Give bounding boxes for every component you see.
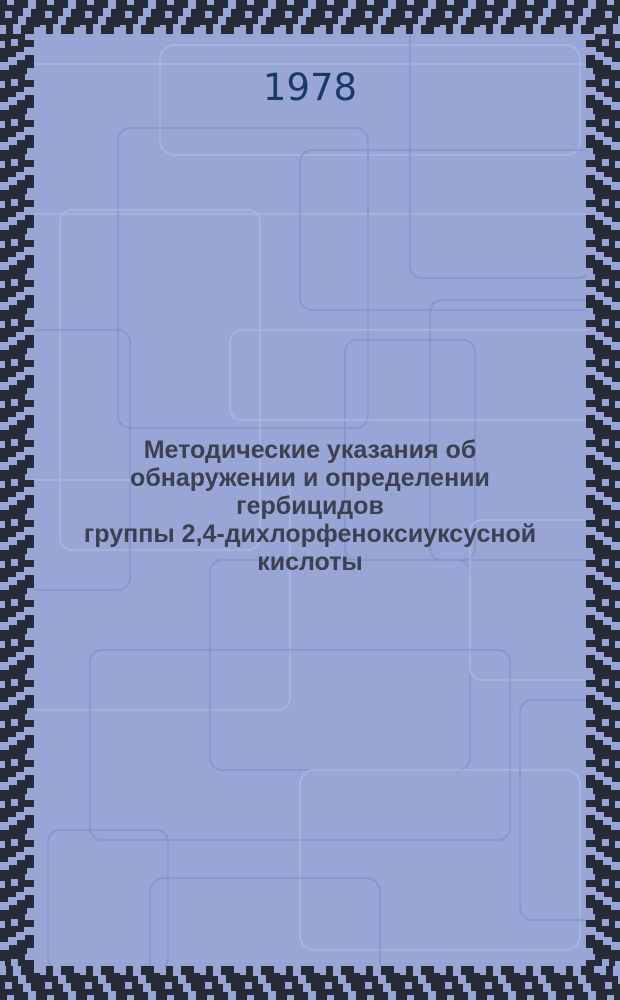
title-line: обнаружении и определении	[130, 464, 490, 492]
title-line: гербицидов	[236, 492, 384, 520]
border-right	[586, 34, 620, 966]
border-left	[0, 34, 34, 966]
title-line: Методические указания об	[143, 436, 477, 464]
border-top	[0, 0, 620, 34]
year-label: 1978	[262, 66, 358, 109]
border-bottom	[0, 966, 620, 1000]
title-line: кислоты	[257, 548, 363, 576]
title-line: группы 2,4-дихлорфеноксиуксусной	[83, 520, 537, 548]
book-title	[36, 436, 584, 576]
